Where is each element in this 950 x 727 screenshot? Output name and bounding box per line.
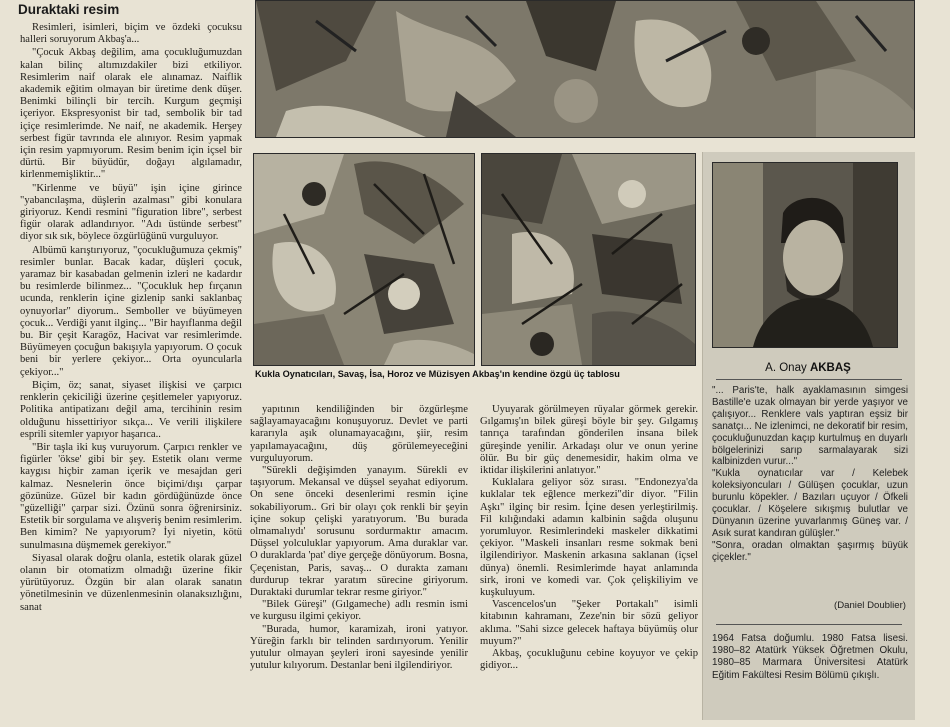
quote-paragraph: "Kukla oynatıcılar var / Kelebek koleksiyoncuları / Gülüşen çocuklar, uzun burunlu köpekler. / Bazıları uçuyor / Öfkeli çocuklar. / Köşelere sıkışmış bulutlar ve Dünyanın üzerine yuvarlanmış Güneş var. / Asık surat kandıran gülüşler." <box>712 468 908 539</box>
paragraph: "Bilek Güreşi" (Gılgameche) adlı resmin ismi ve kurgusu ilgimi çekiyor. <box>250 599 468 623</box>
painting-war-jesus <box>481 153 696 366</box>
paragraph: Vascencelos'un "Şeker Portakalı" isimli kitabının kahramanı, Zeze'nin bir sözü geliyor aklıma. "Sahi sizce gelecek haftaya büyümüş olur muyum?" <box>480 599 698 647</box>
artist-bio: 1964 Fatsa doğumlu. 1980 Fatsa lisesi. 1980–82 Atatürk Yüksek Öğretmen Okulu, 1980–85 Marmara Üniversitesi Atatürk Eğitim Fakültesi Resim Bölümü çıkışlı. <box>712 633 908 681</box>
painting-top <box>255 0 915 138</box>
artist-name <box>702 362 914 374</box>
image-caption: Kukla Oynatıcıları, Savaş, İsa, Horoz ve Müzisyen Akbaş'ın kendine özgü üç tablosu <box>255 369 620 379</box>
divider <box>716 379 902 380</box>
artist-portrait <box>712 162 898 348</box>
paragraph: "Kirlenme ve büyü" işin içine girince "yabancılaşma, düşlerin azalması" gibi konulara giriyoruz. Kendi resmini "figuration libre", serbest figür olarak adlandırıyor. "Adı üstünde serbest" diyor sık sık, böylece özgürlüğünü vurguluyor. <box>20 182 242 243</box>
artist-portrait-art <box>713 163 897 347</box>
paragraph: Siyasal olarak doğru olanla, estetik olarak güzel olanın bir otomatizm olmadığı üzerine fikir yürütüyoruz. Özgün bir alan olarak sanatın yönetilmesinin ve düzenlenmesinin olanaksızlığını, sanat <box>20 552 242 613</box>
body-column-1 <box>20 22 242 722</box>
paragraph: yapıtının kendiliğinden bir özgürleşme sağlayamayacağını konuşuyoruz. Devlet ve parti kararıyla aşık olunamayacağını, şiir, resim yapılamayacağını, düş görülemeyeceğini vurguluyorum. <box>250 404 468 464</box>
paragraph: Biçim, öz; sanat, siyaset ilişkisi ve çarpıcı renklerin çekiciliği üzerine çeşitlemeler yapıyoruz. Politika antipatizanı değil ama, tercihinin resim olduğunu hissettiriyor sıkça... Ve verili ilişkilere esprili sitemler yapıyor haşarıca.. <box>20 379 242 440</box>
body-column-2 <box>250 404 468 722</box>
paragraph: Kuklalara geliyor söz sırası. "Endonezya'da kuklalar tek eğlence merkezi"dir diyor. "Filin Aşkı" ilginç bir resim. İçine desen yerleştirilmiş. Fil kılığındaki adamın kalbinin sağda oluşunu yorumluyor. Resimlerindeki maskeler dikkatimi çekiyor. "Maskeli insanları resme sokmak beni ilgilendiriyor. Maskenin arkasına saklanan (içsel dünya) önemli. Resimlerimde hayat anlamında sirk, ironi ve komedi var. Çok çelişkiliyim ve kuşkuluyum. <box>480 477 698 599</box>
quote-author: (Daniel Doublier) <box>834 600 906 611</box>
paragraph: "Bir taşla iki kuş vuruyorum. Çarpıcı renkler ve figürler 'ökse' gibi bir şey. Estetik olanı verme kaygısı hiçbir zaman içerik ve mesajdan geri kalmaz. Nesnelerin önce biçimi/dışı çarpar gözünüze. Güzel bir kadın gördüğünüzde önce "güzelliği" çarpar sizi. Özünü sonra öğrenirsiniz. Estetik bir sorgulama ve alışveriş benim resimlerim. Ben kimim? Ne yapıyorum? İyi niyetin, kötü sunulmasına düşmemek gerekiyor." <box>20 441 242 551</box>
painting-top-art <box>256 1 914 137</box>
painting-war-jesus-art <box>482 154 695 365</box>
quote-paragraph: "... Paris'te, halk ayaklamasının simgesi Bastille'e uzak olmayan bir yerde yaşıyor ve çalışıyor... Renklere vals yaptıran eşsiz bir sanatçı... Ne izlenimci, ne dekoratif bir resim, çocukluğunuzdan kaçıp kurtulmuş en duyarlı bölgelerinizi sarıp sarmalayarak sizi kalbinizden vurur..." <box>712 385 908 468</box>
article-heading: Duraktaki resim <box>18 2 120 17</box>
painting-puppeteers <box>253 153 475 366</box>
artist-last-name: AKBAŞ <box>809 362 851 374</box>
paragraph: Resimleri, isimleri, biçim ve özdeki çocuksu halleri soruyorum Akbaş'a... <box>20 22 242 46</box>
artist-first-name: A. Onay <box>765 362 807 374</box>
divider <box>716 624 902 625</box>
paragraph: Uyuyarak görülmeyen rüyalar görmek gerekir. Gılgamış'ın bilek güreşi böyle bir şey. Gılgamış tanrıça tarafından gönderilen insana bilek güreşinde yenilir. Arkadaşı olur ve onun yerine ölür. Bu bir güç denemesidir, hakim olma ve iktidar ilişkilerini anlatıyor." <box>480 404 698 477</box>
paragraph: Albümü karıştırıyoruz, "çocukluğumuza çekmiş" resimler bunlar. Bacak kadar, düşleri çocuk, yaramaz bir kasabadan gelmenin izleri ne kadardır bu resimlerde bilinmez... "Çocukluk hep fırçanın ucunda, renklerin içine gizlenip sanki saklanbaç oynuyorlar" diyorum.. Semboller ve büyümeyen çocuk... Verdiği yanıt ilginç... "Bir hayıflanma değil bu. Bir çeşit Karagöz, Hacivat var resimlerimde. Büyümeyen çocuğun bakışıyla yapıyorum. O çocuk beni bir yerlere çekiyor... Orta oyuncularla çekiyor..." <box>20 244 242 378</box>
paragraph: "Sürekli değişimden yanayım. Sürekli ev taşıyorum. Mekansal ve düşsel seyahat ediyorum. On sene önceki desenlerimi resmin içine sokabiliyorum.. Gri bir olayı çok renkli bir şeyin içine sokup çelişki yaratıyorum. 'Bu burada olmamalıydı' sorusunu sordurmaktır amacım. Düşsel yolculuklar yapıyorum. Ama duraklar var. O duraklarda 'pat' diye gerçeğe dönüyorum. Bosna, Çeçenistan, Paris, savaş... O durakta zamanı durdurup tekrar yaratım sürecine giriyorum. Duraktaki durumlar tekrar resme giriyor." <box>250 465 468 599</box>
quote-paragraph: "Sonra, oradan olmaktan şaşırmış büyük çiçekler." <box>712 539 908 563</box>
painting-puppeteers-art <box>254 154 474 365</box>
critic-quote <box>712 385 908 564</box>
paragraph: "Burada, humor, karamizah, ironi yatıyor. Yüreğin farklı bir telinden sardırıyorum. Yenilir yutulur olmayan şeyleri ironi sayesinde yenilir yutulur kılıyorum. Destanlar beni ilgilendiriyor. <box>250 623 468 672</box>
paragraph: Akbaş, çocukluğunu cebine koyuyor ve çekip gidiyor... <box>480 648 698 672</box>
body-column-3 <box>480 404 698 722</box>
paragraph: "Çocuk Akbaş değilim, ama çocukluğumuzdan kalan bilinç altımızdakiler bizi etkiliyor. Resimlerim naif olarak ele alınamaz. Naiflik akademik eğitim olmayan bir üretime denk düşer. Benimki bilinçli bir tercih. Kurgum geçmişi içeriyor. Ekspresyonist bir tad, sembolik bir tad içiçe resimlerimde. Ne naif, ne akademik. Herşey serbest figür tavrında ele alınıyor. Resim yapmak için resim yapmıyorum. Resim benim için içsel bir dürtü. Bir büyüdür, doğayı algılamadır, kirlenmemişliktir..." <box>20 47 242 181</box>
